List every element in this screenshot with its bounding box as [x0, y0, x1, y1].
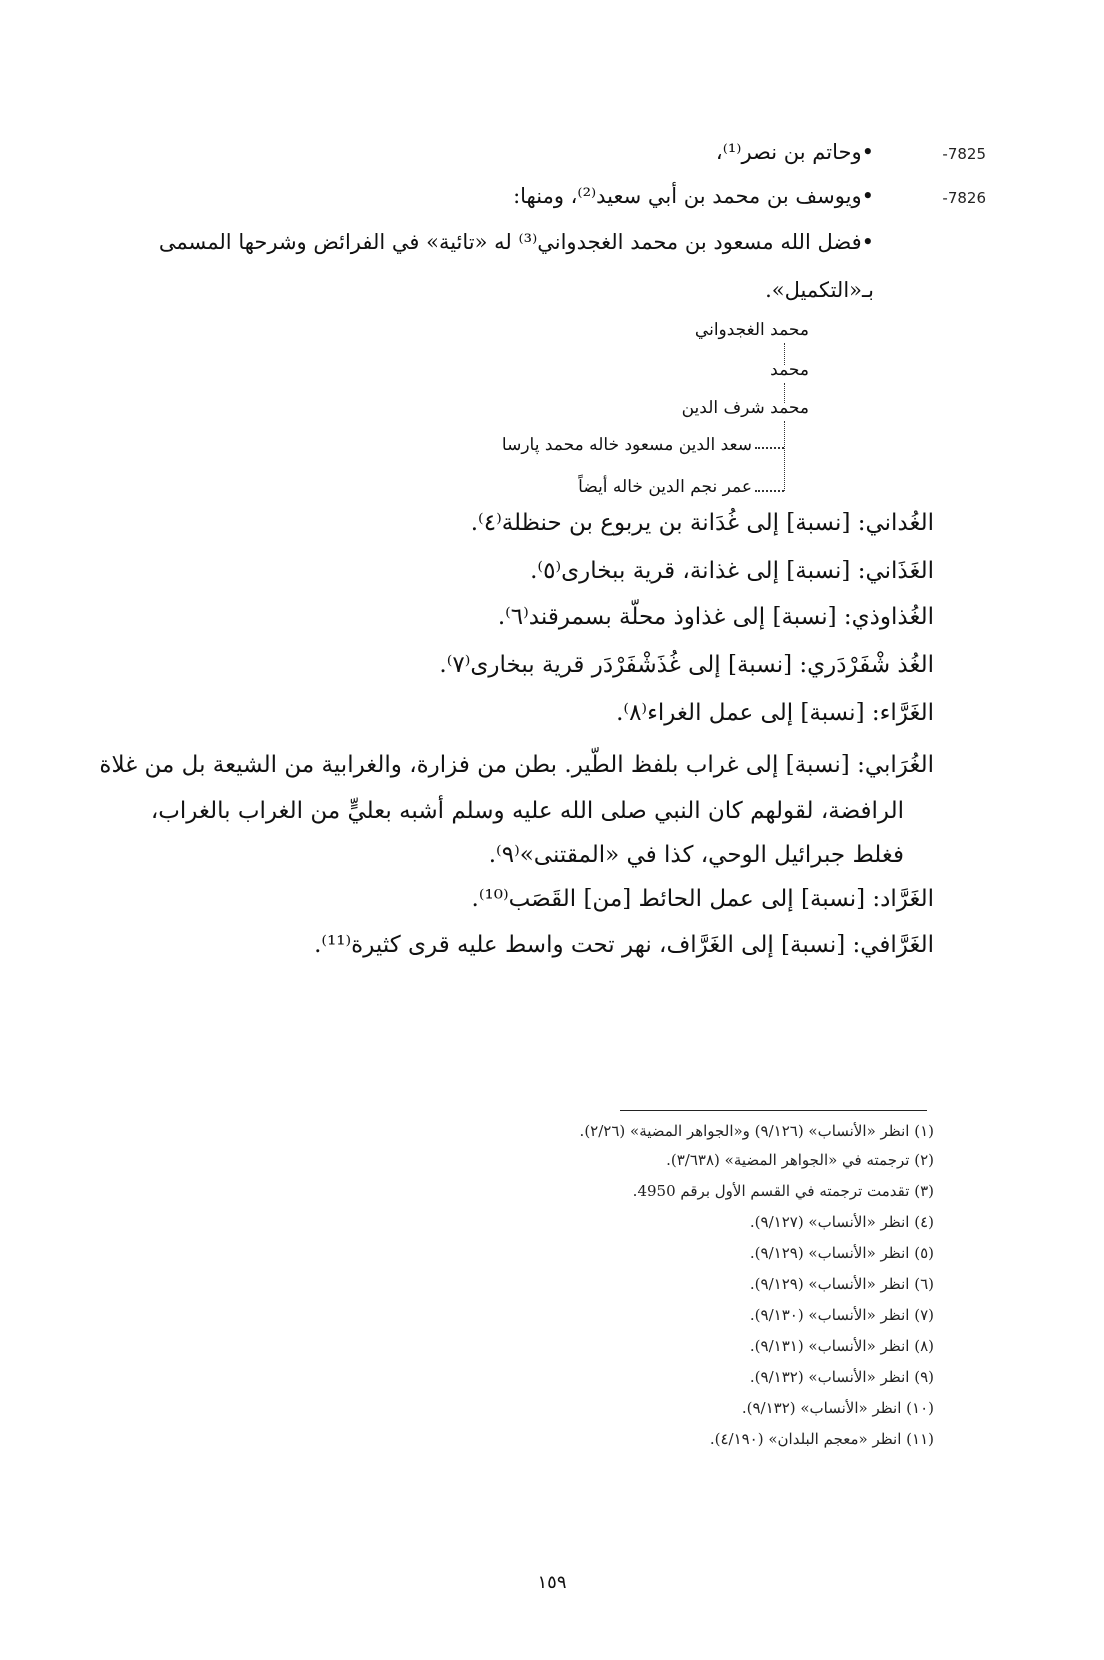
- nisba-entry: الغَذَاني: [نسبة] إلى غذانة، قرية ببخارى⁽٥⁾.: [530, 558, 934, 584]
- entry-number: -7825: [942, 145, 986, 163]
- tree-connector: [755, 490, 784, 492]
- nisba-entry: الغُرَابي: [نسبة] إلى غراب بلفظ الطّير. بطن من فزارة، والغرابية من الشيعة بل من غلاة: [99, 752, 934, 778]
- tree-node: محمد الغجدواني: [694, 320, 809, 340]
- tree-node: سعد الدين مسعود خاله محمد پارسا: [501, 435, 752, 455]
- footnote: (١١) انظر «معجم البلدان» (٤/١٩٠).: [709, 1430, 934, 1448]
- entry-text: •وحاتم بن نصر⁽¹⁾،: [715, 140, 874, 164]
- nisba-entry-continued: فغلط جبرائيل الوحي، كذا في «المقتنى»⁽٩⁾.: [488, 842, 904, 868]
- footnote: (٤) انظر «الأنساب» (٩/١٢٧).: [749, 1213, 934, 1231]
- footnote: (٢) ترجمته في «الجواهر المضية» (٣/٦٣٨).: [666, 1151, 934, 1169]
- tree-connector: [755, 447, 784, 449]
- nisba-entry: الغَرَّاء: [نسبة] إلى عمل الغراء⁽٨⁾.: [616, 700, 934, 726]
- footnote: (٧) انظر «الأنساب» (٩/١٣٠).: [749, 1306, 934, 1324]
- entry-number: -7826: [942, 189, 986, 207]
- footnote: (٣) تقدمت ترجمته في القسم الأول برقم 4950.: [632, 1182, 934, 1200]
- nisba-entry-continued: الرافضة، لقولهم كان النبي صلى الله عليه وسلم أشبه بعليٍّ من الغراب بالغراب،: [150, 798, 904, 824]
- tree-node: عمر نجم الدين خاله أيضاً: [578, 477, 752, 497]
- footnote: (٥) انظر «الأنساب» (٩/١٢٩).: [749, 1244, 934, 1262]
- footnote: (١٠) انظر «الأنساب» (٩/١٣٢).: [741, 1399, 934, 1417]
- entry-text-continued: بـ«التكميل».: [765, 278, 874, 302]
- nisba-entry: الغُذ شْفَرْدَري: [نسبة] إلى غُذَشْفَرْدَر قرية ببخارى⁽٧⁾.: [439, 652, 934, 678]
- tree-connector: [784, 421, 785, 491]
- footnote-separator: [620, 1110, 927, 1111]
- footnote: (٦) انظر «الأنساب» (٩/١٢٩).: [749, 1275, 934, 1293]
- tree-node: محمد شرف الدين: [681, 398, 809, 418]
- nisba-entry: الغُذاوذي: [نسبة] إلى غذاوذ محلّة بسمرقند⁽٦⁾.: [497, 604, 934, 630]
- footnote: (٨) انظر «الأنساب» (٩/١٣١).: [749, 1337, 934, 1355]
- nisba-entry: الغَرَّافي: [نسبة] إلى الغَرَّاف، نهر تحت واسط عليه قرى كثيرة⁽¹¹⁾.: [314, 932, 934, 958]
- nisba-entry: الغُداني: [نسبة] إلى غُدَانة بن يربوع بن حنظلة⁽٤⁾.: [470, 510, 934, 536]
- entry-text: •فضل الله مسعود بن محمد الغجدواني⁽³⁾ له «تائية» في الفرائض وشرحها المسمى: [158, 230, 874, 254]
- footnote: (٩) انظر «الأنساب» (٩/١٣٢).: [749, 1368, 934, 1386]
- tree-node: محمد: [770, 360, 809, 380]
- footnote: (١) انظر «الأنساب» (٩/١٢٦) و«الجواهر المضية» (٢/٢٦).: [579, 1122, 934, 1140]
- nisba-entry: الغَرَّاد: [نسبة] إلى عمل الحائط [من] القَصَب⁽¹⁰⁾.: [471, 886, 934, 912]
- page-number: ١٥٩: [537, 1572, 567, 1593]
- entry-text: •ويوسف بن محمد بن أبي سعيد⁽²⁾، ومنها:: [513, 184, 874, 208]
